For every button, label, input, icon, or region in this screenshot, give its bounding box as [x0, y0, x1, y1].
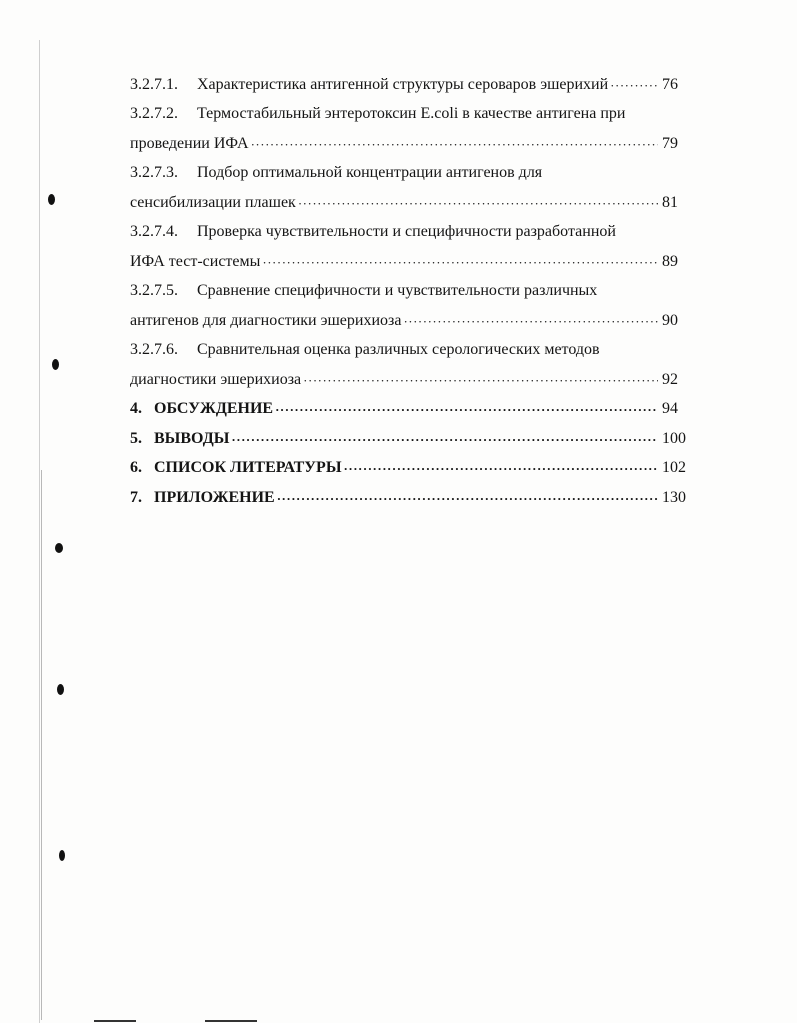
toc-entry-number: 3.2.7.4. — [130, 223, 178, 240]
punch-hole-2 — [52, 359, 59, 370]
toc-entry — [130, 212, 710, 242]
punch-hole-5 — [59, 850, 65, 861]
toc-entry — [130, 300, 710, 330]
toc-dot-leader — [275, 402, 658, 418]
binding-edge-line-lower — [41, 470, 42, 1020]
punch-hole-1 — [48, 194, 55, 205]
toc-entry-title: ОБСУЖДЕНИЕ — [154, 400, 274, 417]
toc-dot-leader — [298, 196, 658, 212]
toc-dot-leader — [262, 255, 658, 271]
toc-entry-label — [130, 341, 600, 359]
toc-entry-title: Характеристика антигенной структуры сероваров эшерихий — [197, 75, 609, 93]
toc-entry-title: Сравнение специфичности и чувствительности различных — [197, 282, 598, 299]
toc-entry-number: 7. — [130, 488, 142, 506]
toc-entry — [130, 123, 710, 153]
toc-entry-label — [130, 253, 260, 271]
toc-entry — [130, 271, 710, 301]
binding-edge-line — [39, 40, 40, 1023]
footer-rule-left — [94, 1020, 136, 1022]
toc-dot-leader — [303, 373, 658, 389]
toc-entry-title: ИФА тест-системы — [130, 252, 261, 270]
toc-entry — [130, 94, 710, 124]
toc-entry-title: проведении ИФА — [130, 134, 249, 152]
toc-entry-label — [130, 430, 229, 448]
toc-entry — [130, 182, 710, 212]
toc-entry-title: диагностики эшерихиоза — [130, 370, 302, 388]
toc-dot-leader — [277, 491, 658, 507]
toc-entry-title: антигенов для диагностики эшерихиоза — [130, 311, 402, 329]
toc-entry-number: 3.2.7.6. — [130, 341, 178, 358]
toc-entry-title: Сравнительная оценка различных серологических методов — [197, 341, 600, 358]
toc-entry-label — [130, 282, 597, 300]
toc-entry-number: 3.2.7.1. — [130, 75, 178, 93]
toc-entry-label — [130, 223, 616, 241]
toc-entry-label — [130, 76, 608, 94]
toc-entry-label — [130, 371, 301, 389]
toc-entry-title: СПИСОК ЛИТЕРАТУРЫ — [154, 459, 342, 476]
toc-entry-number: 6. — [130, 459, 142, 476]
toc-entry-page-number: 92 — [662, 370, 678, 388]
toc-entry — [130, 153, 710, 183]
toc-entry-number: 4. — [130, 400, 142, 417]
toc-entry-label — [130, 312, 401, 330]
toc-dot-leader — [251, 137, 658, 153]
toc-entry-label — [130, 194, 296, 212]
footer-rule-right — [205, 1020, 257, 1022]
toc-entry — [130, 241, 710, 271]
toc-entry-page-number: 81 — [662, 193, 678, 211]
toc-entry — [130, 330, 710, 360]
toc-entry-page-number: 102 — [662, 459, 686, 476]
toc-entry-label — [130, 135, 249, 153]
toc-entry — [130, 389, 710, 419]
toc-entry-page-number: 100 — [662, 429, 686, 447]
punch-hole-4 — [57, 684, 64, 695]
toc-entry-number: 3.2.7.3. — [130, 164, 178, 181]
toc-entry-label — [130, 459, 342, 477]
toc-entry-label — [130, 489, 275, 507]
toc-dot-leader — [231, 432, 658, 448]
punch-hole-3 — [55, 543, 63, 553]
toc-entry-number: 5. — [130, 429, 142, 447]
table-of-contents — [130, 64, 710, 507]
toc-entry-title: ПРИЛОЖЕНИЕ — [154, 488, 275, 506]
toc-entry-title: ВЫВОДЫ — [154, 429, 230, 447]
toc-entry-page-number: 76 — [662, 75, 678, 93]
toc-dot-leader — [344, 461, 658, 477]
toc-entry-title: сенсибилизации плашек — [130, 193, 296, 211]
toc-entry-label — [130, 105, 625, 123]
toc-entry-page-number: 89 — [662, 252, 678, 270]
toc-entry — [130, 477, 710, 507]
toc-entry-number: 3.2.7.5. — [130, 282, 178, 299]
toc-entry — [130, 448, 710, 478]
toc-dot-leader — [610, 78, 658, 94]
toc-dot-leader — [403, 314, 658, 330]
toc-entry-page-number: 94 — [662, 400, 678, 417]
toc-entry — [130, 418, 710, 448]
toc-entry-label — [130, 400, 273, 418]
toc-entry-label — [130, 164, 542, 182]
toc-entry-page-number: 90 — [662, 311, 678, 329]
toc-entry — [130, 359, 710, 389]
toc-entry-page-number: 130 — [662, 488, 686, 506]
toc-entry — [130, 64, 710, 94]
toc-entry-title: Проверка чувствительности и специфичности разработанной — [197, 223, 616, 240]
toc-entry-title: Термостабильный энтеротоксин E.coli в качестве антигена при — [197, 105, 626, 122]
toc-entry-title: Подбор оптимальной концентрации антигенов для — [197, 164, 543, 181]
toc-entry-page-number: 79 — [662, 134, 678, 152]
toc-entry-number: 3.2.7.2. — [130, 105, 178, 122]
